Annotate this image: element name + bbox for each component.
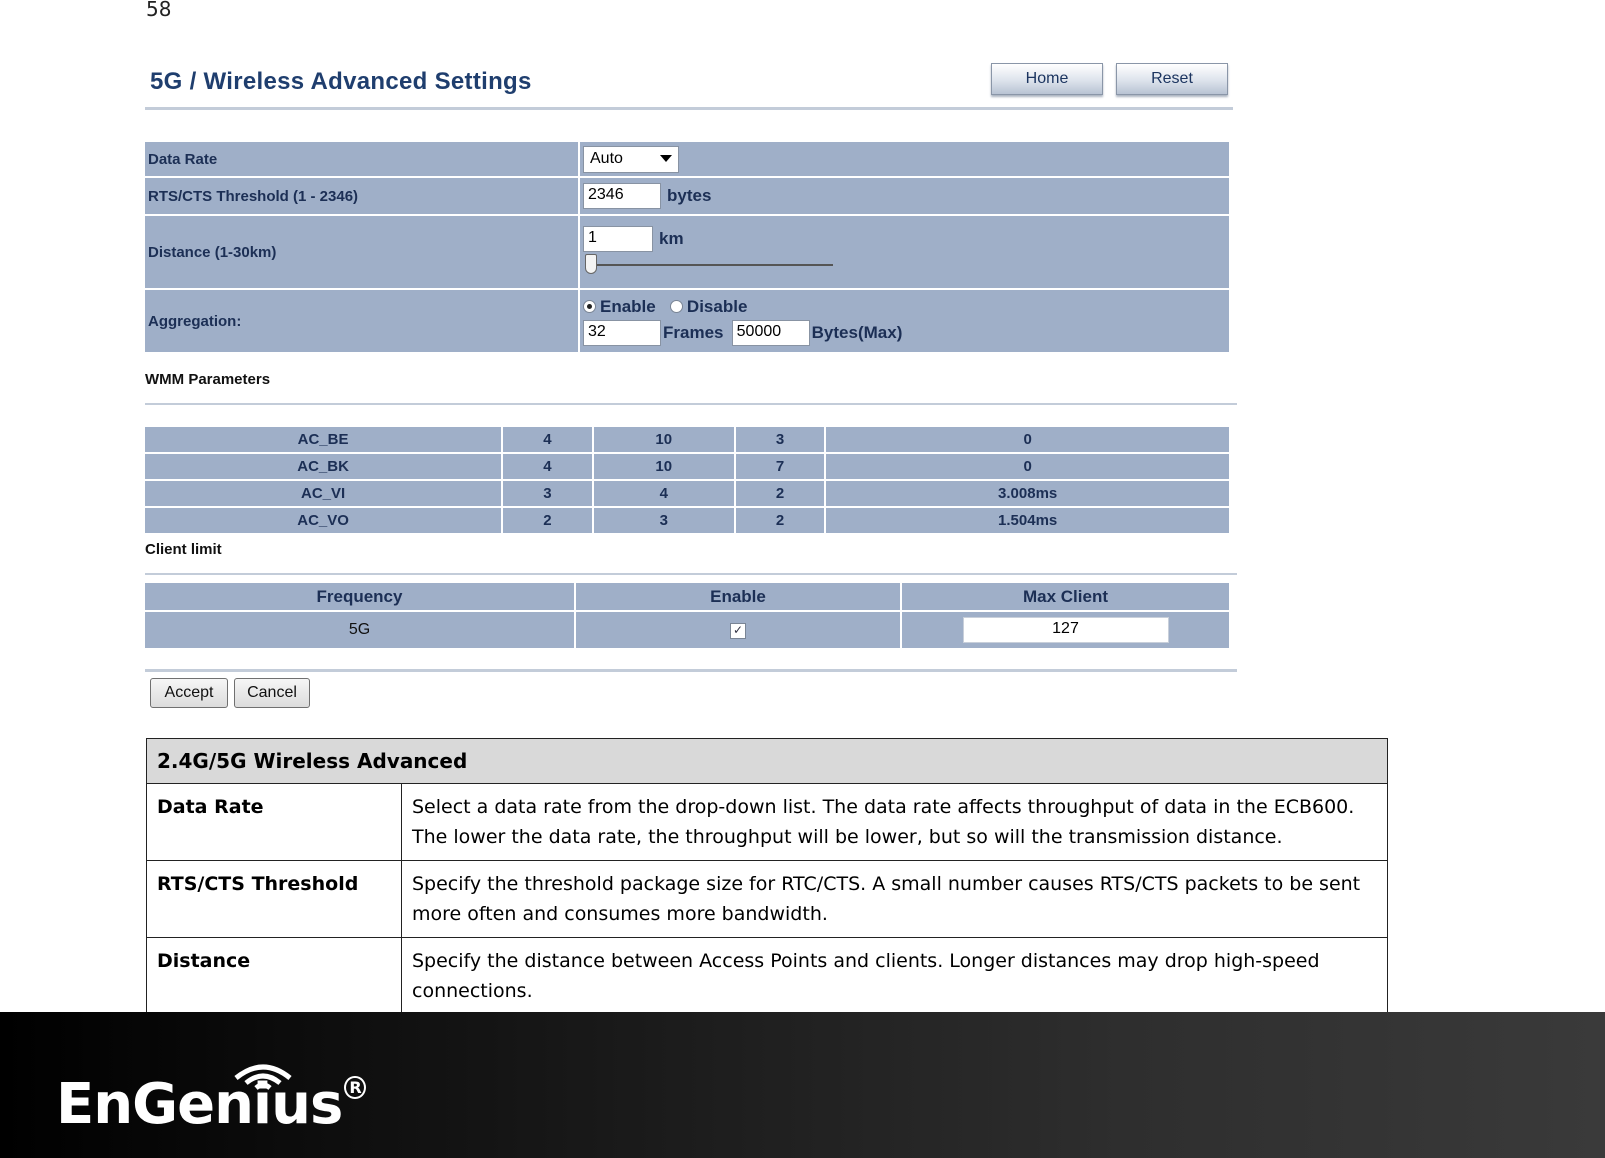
description-text: Specify the threshold package size for RTC/CTS. A small number causes RTS/CTS packets to be sent more often and consumes more bandwidth. (402, 861, 1388, 938)
aggregation-row (145, 290, 1229, 352)
page-number: 58 (146, 0, 172, 21)
frequency-header: Frequency (145, 583, 574, 610)
description-row (147, 938, 1388, 1015)
client-limit-label: Client limit (145, 541, 222, 558)
wmm-cell: 4 (503, 427, 592, 452)
max-client-header: Max Client (902, 583, 1229, 610)
aggregation-enable-label: Enable (600, 296, 656, 316)
wmm-cell: AC_BE (145, 427, 501, 452)
distance-cell (580, 216, 1229, 288)
form-actions (145, 678, 545, 708)
frames-input[interactable]: 32 (583, 320, 661, 346)
wmm-cell: 2 (503, 508, 592, 533)
wmm-cell: 7 (736, 454, 825, 479)
wmm-cell: 0 (826, 454, 1229, 479)
logo-text: EnGenius (56, 1072, 343, 1137)
wmm-cell: 10 (594, 454, 734, 479)
wmm-label: WMM Parameters (145, 371, 271, 388)
data-rate-value: Auto (590, 149, 623, 167)
distance-label: Distance (1-30km) (145, 216, 578, 288)
wmm-cell: 2 (736, 481, 825, 506)
aggregation-cell (580, 290, 1229, 352)
distance-input[interactable]: 1 (583, 226, 653, 252)
description-caption: 2.4G/5G Wireless Advanced (147, 739, 1388, 784)
wmm-cell: 4 (503, 454, 592, 479)
description-text: Specify the distance between Access Points and clients. Longer distances may drop high-speed connections. (402, 938, 1388, 1015)
distance-unit: km (659, 229, 684, 248)
aggregation-disable-label: Disable (686, 296, 748, 316)
bytes-input[interactable]: 50000 (732, 320, 810, 346)
wmm-divider (145, 403, 1237, 405)
distance-slider[interactable] (583, 252, 843, 280)
wmm-cell: AC_VI (145, 481, 501, 506)
home-button[interactable]: Home (991, 63, 1103, 95)
wmm-cell: 3.008ms (826, 481, 1229, 506)
wmm-cell: 1.504ms (826, 508, 1229, 533)
enable-cell (576, 612, 900, 648)
enable-header: Enable (576, 583, 900, 610)
max-client-input[interactable]: 127 (963, 617, 1169, 643)
max-client-cell (902, 612, 1229, 648)
client-header-row (145, 583, 1229, 610)
description-text: Select a data rate from the drop-down list. The data rate affects throughput of data in the ECB600. The lower the data rate, the throughput will be lower, but so will the transmission distance. (402, 784, 1388, 861)
data-rate-label: Data Rate (145, 142, 578, 176)
bytes-unit: Bytes(Max) (811, 322, 903, 342)
aggregation-enable-radio[interactable] (583, 300, 596, 313)
wmm-cell: 3 (503, 481, 592, 506)
client-row (145, 612, 1229, 648)
description-key: RTS/CTS Threshold (147, 861, 402, 938)
description-row (147, 861, 1388, 938)
data-rate-select[interactable] (583, 146, 679, 173)
description-table (146, 738, 1388, 1015)
description-row (147, 784, 1388, 861)
slider-track (587, 264, 833, 266)
wmm-cell: 4 (594, 481, 734, 506)
rts-input[interactable]: 2346 (583, 183, 661, 209)
description-key: Data Rate (147, 784, 402, 861)
cancel-button[interactable]: Cancel (234, 678, 310, 708)
aggregation-label: Aggregation: (145, 290, 578, 352)
page-footer (0, 1012, 1605, 1158)
wmm-cell: 3 (736, 427, 825, 452)
frequency-value: 5G (145, 612, 574, 648)
settings-table (143, 140, 1231, 354)
description-caption-row (147, 739, 1388, 784)
client-divider (145, 573, 1237, 575)
aggregation-disable-radio[interactable] (670, 300, 683, 313)
wmm-cell: AC_BK (145, 454, 501, 479)
wmm-cell: 3 (594, 508, 734, 533)
wmm-cell: 0 (826, 427, 1229, 452)
title-divider (145, 107, 1233, 110)
bottom-divider (145, 669, 1237, 672)
description-key: Distance (147, 938, 402, 1015)
rts-unit: bytes (667, 186, 712, 205)
frames-unit: Frames (663, 322, 724, 342)
data-rate-cell (580, 142, 1229, 176)
wmm-cell: AC_VO (145, 508, 501, 533)
reset-button[interactable]: Reset (1116, 63, 1228, 95)
chevron-down-icon (660, 155, 672, 162)
engenius-logo (56, 1072, 366, 1137)
data-rate-row (145, 142, 1229, 176)
wmm-row (145, 481, 1229, 506)
rts-cell (580, 178, 1229, 214)
accept-button[interactable]: Accept (150, 678, 228, 708)
page-title: 5G / Wireless Advanced Settings (150, 68, 532, 95)
client-limit-table (143, 581, 1231, 650)
wmm-table (143, 425, 1231, 535)
registered-mark: R (344, 1076, 365, 1099)
rts-row (145, 178, 1229, 214)
wmm-row (145, 454, 1229, 479)
rts-label: RTS/CTS Threshold (1 - 2346) (145, 178, 578, 214)
slider-thumb[interactable] (585, 254, 597, 274)
client-enable-checkbox[interactable]: ✓ (730, 623, 746, 639)
distance-row (145, 216, 1229, 288)
wmm-cell: 10 (594, 427, 734, 452)
wmm-row (145, 427, 1229, 452)
wmm-cell: 2 (736, 508, 825, 533)
wmm-row (145, 508, 1229, 533)
